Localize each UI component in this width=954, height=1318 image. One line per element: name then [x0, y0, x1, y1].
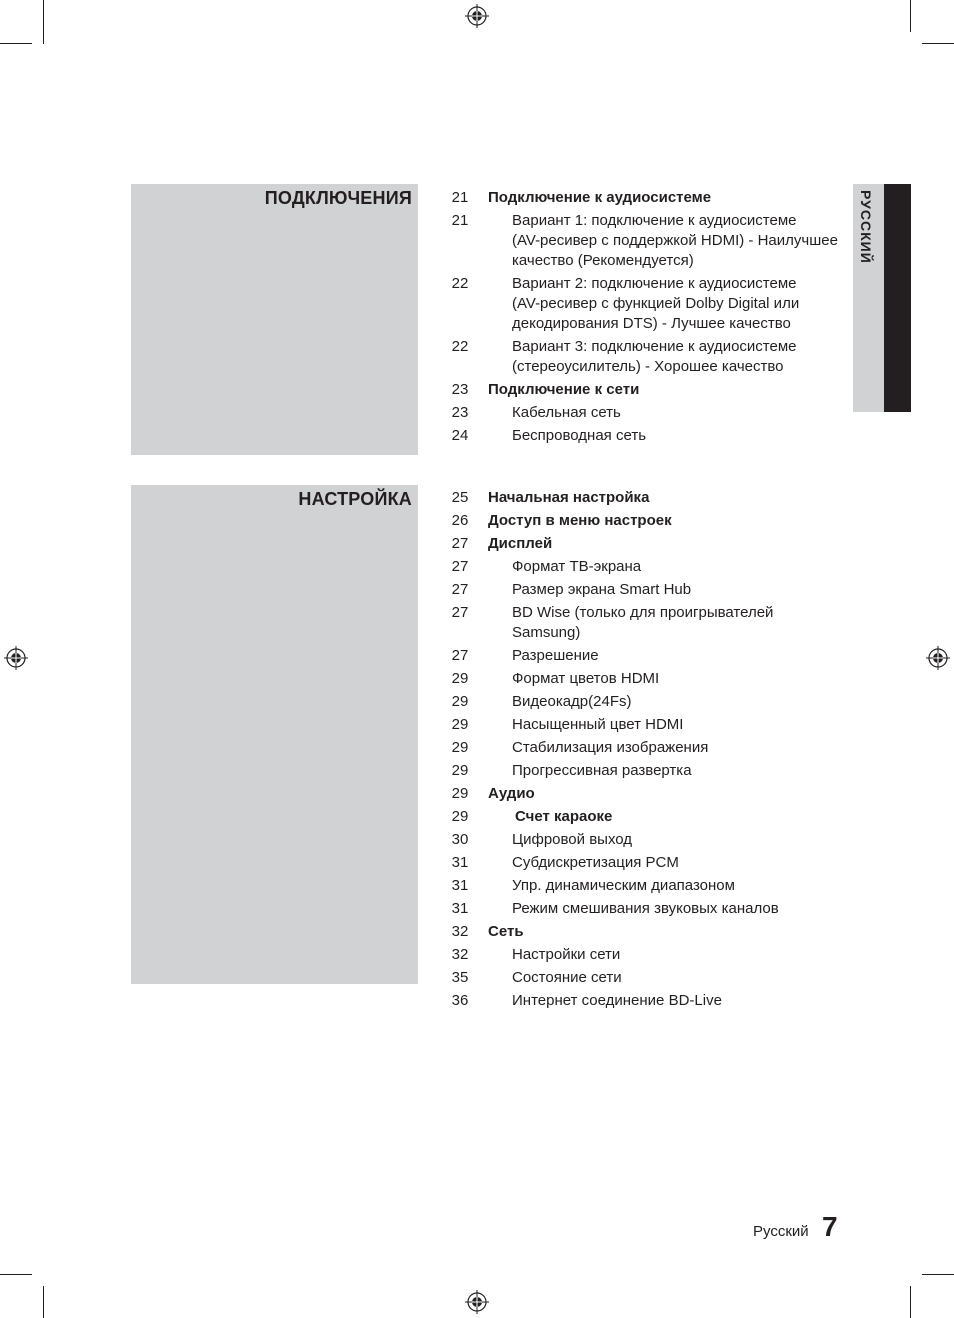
toc-entry-text [488, 534, 842, 554]
toc-entry-line: Разрешение [512, 647, 599, 664]
section-title: ПОДКЛЮЧЕНИЯ [264, 188, 412, 208]
toc-entry-line: Вариант 2: подключение к аудиосистеме [512, 275, 797, 292]
toc-entry-text [488, 511, 842, 531]
toc-entry-text [488, 830, 842, 850]
toc-entry-line: Режим смешивания звуковых каналов [512, 900, 779, 917]
toc-entry-line: качество (Рекомендуется) [512, 252, 694, 269]
toc-entry [432, 784, 842, 804]
toc-entry-text [488, 853, 842, 873]
toc-entry-line: Цифровой выход [512, 831, 633, 848]
toc-page-number: 23 [451, 381, 469, 398]
toc-entry [432, 337, 842, 377]
page-number: 7 [822, 1211, 838, 1242]
toc-page-number: 31 [451, 900, 469, 917]
toc-page-number: 21 [451, 189, 469, 206]
toc-entry [432, 403, 842, 423]
toc-entry-text [488, 337, 842, 377]
toc-entry-text [488, 738, 842, 758]
toc-page-number: 25 [451, 489, 469, 506]
toc-page-number: 32 [451, 946, 469, 963]
toc-entry [432, 738, 842, 758]
toc-entry [432, 274, 842, 334]
toc-entry-line: Насыщенный цвет HDMI [512, 716, 684, 733]
toc-entry [432, 603, 842, 643]
toc-list-settings [432, 488, 842, 1014]
toc-entry-text [488, 403, 842, 423]
toc-entry-text [488, 211, 842, 271]
toc-entry-line: Настройки сети [512, 946, 621, 963]
toc-entry-text [488, 991, 842, 1011]
toc-entry-text [488, 761, 842, 781]
toc-entry-text [488, 945, 842, 965]
toc-page-number: 29 [451, 808, 469, 825]
toc-page-number: 31 [451, 854, 469, 871]
toc-entry [432, 211, 842, 271]
toc-page-number: 27 [451, 647, 469, 664]
toc-entry-line: Сеть [488, 923, 524, 940]
crop-mark [0, 1274, 32, 1275]
toc-page-number: 29 [451, 739, 469, 756]
crop-mark [0, 43, 32, 44]
toc-list-connections [432, 188, 842, 449]
toc-entry-line: Формат ТВ-экрана [512, 558, 642, 575]
section-title: НАСТРОЙКА [298, 489, 412, 509]
toc-entry-text [488, 715, 842, 735]
toc-entry [432, 380, 842, 400]
toc-page-number: 36 [451, 992, 469, 1009]
toc-entry [432, 426, 842, 446]
toc-entry-line: (AV-ресивер с поддержкой HDMI) - Наилучшее [512, 232, 838, 249]
section-box-connections [131, 184, 418, 455]
toc-entry-text [488, 188, 842, 208]
toc-entry-line: Аудио [488, 785, 535, 802]
toc-page-number: 29 [451, 670, 469, 687]
toc-entry-line: Субдискретизация PCM [512, 854, 679, 871]
toc-entry [432, 922, 842, 942]
toc-entry-line: Беспроводная сеть [512, 427, 647, 444]
toc-entry [432, 188, 842, 208]
toc-entry [432, 488, 842, 508]
toc-page-number: 23 [451, 404, 469, 421]
toc-entry-line: Доступ в меню настроек [488, 512, 672, 529]
toc-entry [432, 692, 842, 712]
toc-page-number: 24 [451, 427, 469, 444]
toc-entry-line: Начальная настройка [488, 489, 650, 506]
toc-page-number: 26 [451, 512, 469, 529]
toc-entry-text [488, 807, 842, 827]
toc-page-number: 27 [451, 558, 469, 575]
toc-entry-line: Состояние сети [512, 969, 622, 986]
toc-entry [432, 557, 842, 577]
toc-entry-text [488, 968, 842, 988]
toc-page-number: 27 [451, 581, 469, 598]
toc-page-number: 32 [451, 923, 469, 940]
language-tab-marker [884, 184, 911, 412]
toc-entry [432, 534, 842, 554]
toc-entry [432, 580, 842, 600]
toc-entry-text [488, 784, 842, 804]
toc-entry-text [488, 488, 842, 508]
toc-entry-line: Упр. динамическим диапазоном [512, 877, 735, 894]
crop-mark [922, 43, 954, 44]
toc-entry-text [488, 692, 842, 712]
toc-entry-line: Интернет соединение BD-Live [512, 992, 722, 1009]
toc-entry-line: Стабилизация изображения [512, 739, 709, 756]
toc-entry-text [488, 876, 842, 896]
toc-entry-line: Подключение к сети [488, 381, 640, 398]
toc-entry-line: Счет караоке [515, 808, 613, 825]
toc-entry-line: Прогрессивная развертка [512, 762, 692, 779]
crop-mark [43, 0, 44, 44]
toc-entry [432, 807, 842, 827]
toc-page-number: 27 [451, 535, 469, 552]
toc-page-number: 29 [451, 762, 469, 779]
registration-mark-icon [4, 646, 28, 670]
toc-entry-text [488, 669, 842, 689]
toc-entry [432, 853, 842, 873]
crop-mark [43, 1286, 44, 1318]
toc-page-number: 21 [451, 212, 469, 229]
toc-entry [432, 715, 842, 735]
toc-entry-text [488, 426, 842, 446]
toc-entry [432, 511, 842, 531]
toc-page-number: 31 [451, 877, 469, 894]
toc-entry-text [488, 603, 842, 643]
toc-entry-line: Кабельная сеть [512, 404, 621, 421]
toc-entry-text [488, 274, 842, 334]
section-box-settings [131, 485, 418, 984]
toc-entry-line: Подключение к аудиосистеме [488, 189, 712, 206]
toc-page-number: 27 [451, 604, 469, 621]
toc-entry-line: BD Wise (только для проигрывателей Samsung) [512, 604, 774, 641]
toc-page-number: 29 [451, 785, 469, 802]
toc-entry [432, 876, 842, 896]
toc-entry [432, 761, 842, 781]
toc-entry [432, 669, 842, 689]
registration-mark-icon [465, 4, 489, 28]
footer-language: Русский [753, 1223, 809, 1240]
toc-entry-line: Вариант 1: подключение к аудиосистеме [512, 212, 797, 229]
toc-entry-line: (стереоусилитель) - Хорошее качество [512, 358, 784, 375]
toc-entry-line: Видеокадр(24Fs) [512, 693, 632, 710]
toc-entry [432, 899, 842, 919]
toc-page-number: 35 [451, 969, 469, 986]
toc-entry-text [488, 646, 842, 666]
language-tab-label: РУССКИЙ [858, 190, 874, 264]
toc-entry-text [488, 380, 842, 400]
registration-mark-icon [465, 1290, 489, 1314]
toc-entry-line: Дисплей [488, 535, 553, 552]
toc-entry-text [488, 557, 842, 577]
toc-entry-line: декодирования DTS) - Лучшее качество [512, 315, 791, 332]
toc-entry-text [488, 922, 842, 942]
toc-entry [432, 646, 842, 666]
crop-mark [910, 0, 911, 32]
toc-entry [432, 991, 842, 1011]
toc-entry-line: Размер экрана Smart Hub [512, 581, 692, 598]
toc-entry [432, 945, 842, 965]
toc-entry [432, 968, 842, 988]
toc-entry-line: Вариант 3: подключение к аудиосистеме [512, 338, 797, 355]
toc-page-number: 29 [451, 693, 469, 710]
toc-entry [432, 830, 842, 850]
toc-page-number: 22 [451, 275, 469, 292]
toc-page-number: 30 [451, 831, 469, 848]
toc-page-number: 29 [451, 716, 469, 733]
toc-page-number: 22 [451, 338, 469, 355]
toc-entry-line: Формат цветов HDMI [512, 670, 660, 687]
crop-mark [910, 1286, 911, 1318]
toc-entry-text [488, 580, 842, 600]
toc-entry-line: (AV-ресивер с функцией Dolby Digital или [512, 295, 800, 312]
registration-mark-icon [926, 646, 950, 670]
toc-entry-text [488, 899, 842, 919]
crop-mark [922, 1274, 954, 1275]
